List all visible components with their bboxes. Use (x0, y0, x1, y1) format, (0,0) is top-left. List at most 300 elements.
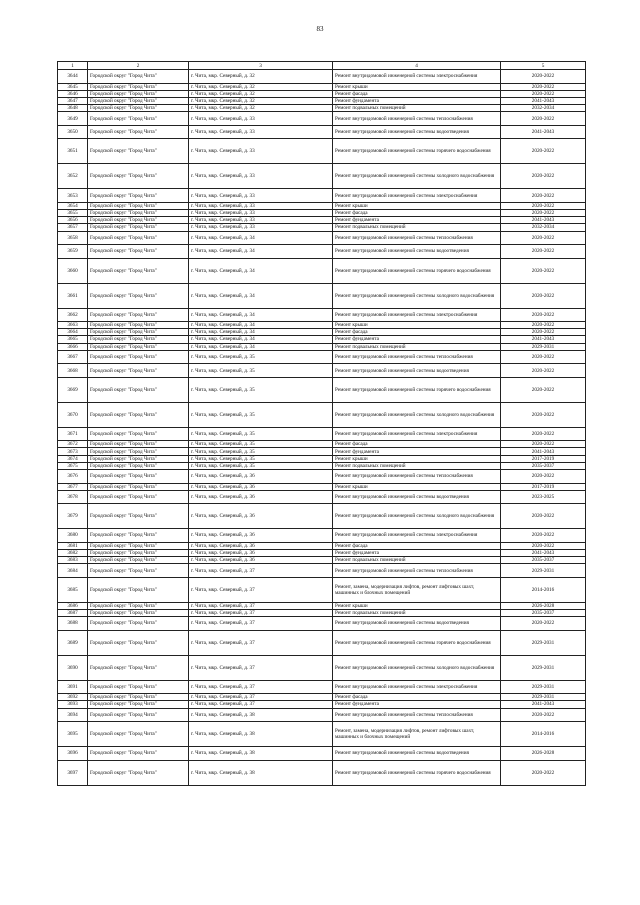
cell-address: г. Чита, мкр. Северный, д. 36 (189, 490, 333, 504)
cell-row-number: 3664 (58, 329, 88, 336)
cell-period: 2035-2037 (501, 609, 586, 616)
header-col-1: 1 (58, 62, 88, 70)
cell-period: 2026-2028 (501, 747, 586, 761)
cell-work-type: Ремонт фасада (333, 209, 501, 216)
cell-row-number: 3691 (58, 680, 88, 694)
cell-municipality: Городской округ "Город Чита" (88, 722, 189, 747)
header-col-5: 5 (501, 62, 586, 70)
cell-period: 2041-2043 (501, 448, 586, 455)
cell-period: 2029-2031 (501, 343, 586, 350)
table-row (58, 322, 586, 329)
cell-row-number: 3656 (58, 217, 88, 224)
cell-work-type: Ремонт фасада (333, 694, 501, 701)
cell-period: 2014-2016 (501, 722, 586, 747)
table-row (58, 630, 586, 655)
table-row (58, 224, 586, 231)
cell-period: 2041-2043 (501, 97, 586, 104)
table-row (58, 602, 586, 609)
cell-work-type: Ремонт внутридомовой инженерной системы теплоснабжения (333, 470, 501, 484)
cell-row-number: 3689 (58, 630, 88, 655)
cell-row-number: 3676 (58, 470, 88, 484)
table-row (58, 308, 586, 322)
cell-row-number: 3686 (58, 602, 88, 609)
cell-row-number: 3654 (58, 202, 88, 209)
table-row (58, 83, 586, 90)
cell-address: г. Чита, мкр. Северный, д. 35 (189, 350, 333, 364)
cell-municipality: Городской округ "Город Чита" (88, 760, 189, 785)
cell-work-type: Ремонт подвальных помещений (333, 557, 501, 564)
cell-municipality: Городской округ "Город Чита" (88, 283, 189, 308)
cell-row-number: 3645 (58, 83, 88, 90)
cell-row-number: 3671 (58, 427, 88, 441)
cell-row-number: 3665 (58, 336, 88, 343)
cell-municipality: Городской округ "Город Чита" (88, 189, 189, 203)
cell-municipality: Городской округ "Город Чита" (88, 139, 189, 164)
cell-period: 2023-2025 (501, 490, 586, 504)
table-header (58, 62, 586, 70)
table-row (58, 283, 586, 308)
table-row (58, 258, 586, 283)
table-row (58, 427, 586, 441)
cell-period: 2035-2037 (501, 462, 586, 469)
cell-municipality: Городской округ "Город Чита" (88, 549, 189, 556)
table-row (58, 139, 586, 164)
cell-address: г. Чита, мкр. Северный, д. 36 (189, 557, 333, 564)
cell-row-number: 3674 (58, 455, 88, 462)
cell-work-type: Ремонт фасада (333, 90, 501, 97)
cell-work-type: Ремонт фундамента (333, 701, 501, 708)
cell-row-number: 3687 (58, 609, 88, 616)
cell-municipality: Городской округ "Город Чита" (88, 224, 189, 231)
cell-row-number: 3696 (58, 747, 88, 761)
cell-work-type: Ремонт внутридомовой инженерной системы электроснабжения (333, 70, 501, 84)
cell-period: 2020-2022 (501, 231, 586, 245)
cell-work-type: Ремонт внутридомовой инженерной системы горячего водоснабжения (333, 377, 501, 402)
cell-address: г. Чита, мкр. Северный, д. 37 (189, 564, 333, 578)
cell-period: 2020-2022 (501, 708, 586, 722)
cell-row-number: 3660 (58, 258, 88, 283)
cell-row-number: 3655 (58, 209, 88, 216)
cell-work-type: Ремонт внутридомовой инженерной системы холодного водоснабжения (333, 283, 501, 308)
cell-work-type: Ремонт внутридомовой инженерной системы горячего водоснабжения (333, 760, 501, 785)
cell-work-type: Ремонт внутридомовой инженерной системы водоотведения (333, 125, 501, 139)
table-row (58, 125, 586, 139)
cell-address: г. Чита, мкр. Северный, д. 34 (189, 336, 333, 343)
table-row (58, 189, 586, 203)
cell-municipality: Городской округ "Город Чита" (88, 602, 189, 609)
cell-work-type: Ремонт внутридомовой инженерной системы теплоснабжения (333, 708, 501, 722)
table-row (58, 329, 586, 336)
cell-row-number: 3662 (58, 308, 88, 322)
table-row (58, 490, 586, 504)
cell-period: 2020-2022 (501, 112, 586, 126)
cell-row-number: 3666 (58, 343, 88, 350)
cell-address: г. Чита, мкр. Северный, д. 35 (189, 402, 333, 427)
cell-municipality: Городской округ "Город Чита" (88, 105, 189, 112)
cell-row-number: 3697 (58, 760, 88, 785)
cell-row-number: 3679 (58, 504, 88, 529)
table-row (58, 655, 586, 680)
table-row (58, 455, 586, 462)
cell-municipality: Городской округ "Город Чита" (88, 217, 189, 224)
cell-period: 2041-2043 (501, 217, 586, 224)
cell-municipality: Городской округ "Город Чита" (88, 202, 189, 209)
cell-address: г. Чита, мкр. Северный, д. 34 (189, 283, 333, 308)
cell-address: г. Чита, мкр. Северный, д. 36 (189, 483, 333, 490)
cell-row-number: 3652 (58, 164, 88, 189)
cell-address: г. Чита, мкр. Северный, д. 37 (189, 680, 333, 694)
table-row (58, 722, 586, 747)
cell-municipality: Городской округ "Город Чита" (88, 542, 189, 549)
cell-period: 2020-2022 (501, 470, 586, 484)
cell-municipality: Городской округ "Город Чита" (88, 125, 189, 139)
cell-address: г. Чита, мкр. Северный, д. 35 (189, 441, 333, 448)
cell-row-number: 3695 (58, 722, 88, 747)
cell-municipality: Городской округ "Город Чита" (88, 231, 189, 245)
table-row (58, 350, 586, 364)
cell-address: г. Чита, мкр. Северный, д. 36 (189, 470, 333, 484)
cell-row-number: 3694 (58, 708, 88, 722)
table-row (58, 217, 586, 224)
cell-work-type: Ремонт внутридомовой инженерной системы теплоснабжения (333, 231, 501, 245)
cell-municipality: Городской округ "Город Чита" (88, 245, 189, 259)
cell-municipality: Городской округ "Город Чита" (88, 483, 189, 490)
cell-row-number: 3683 (58, 557, 88, 564)
cell-address: г. Чита, мкр. Северный, д. 34 (189, 231, 333, 245)
cell-municipality: Городской округ "Город Чита" (88, 455, 189, 462)
cell-address: г. Чита, мкр. Северный, д. 37 (189, 655, 333, 680)
cell-municipality: Городской округ "Город Чита" (88, 70, 189, 84)
cell-period: 2020-2022 (501, 83, 586, 90)
cell-row-number: 3658 (58, 231, 88, 245)
cell-period: 2020-2022 (501, 402, 586, 427)
cell-municipality: Городской округ "Город Чита" (88, 630, 189, 655)
cell-period: 2041-2043 (501, 336, 586, 343)
cell-period: 2020-2022 (501, 364, 586, 378)
table-row (58, 402, 586, 427)
table-row (58, 105, 586, 112)
table-row (58, 336, 586, 343)
cell-row-number: 3650 (58, 125, 88, 139)
table-row (58, 441, 586, 448)
table-row (58, 760, 586, 785)
cell-municipality: Городской округ "Город Чита" (88, 529, 189, 543)
header-col-2: 2 (88, 62, 189, 70)
cell-work-type: Ремонт крыши (333, 83, 501, 90)
cell-period: 2029-2031 (501, 655, 586, 680)
cell-work-type: Ремонт внутридомовой инженерной системы холодного водоснабжения (333, 164, 501, 189)
cell-row-number: 3693 (58, 701, 88, 708)
cell-address: г. Чита, мкр. Северный, д. 36 (189, 549, 333, 556)
cell-period: 2020-2022 (501, 329, 586, 336)
cell-address: г. Чита, мкр. Северный, д. 33 (189, 112, 333, 126)
cell-municipality: Городской округ "Город Чита" (88, 83, 189, 90)
cell-municipality: Городской округ "Город Чита" (88, 470, 189, 484)
cell-row-number: 3690 (58, 655, 88, 680)
cell-row-number: 3659 (58, 245, 88, 259)
cell-municipality: Городской округ "Город Чита" (88, 209, 189, 216)
cell-municipality: Городской округ "Город Чита" (88, 377, 189, 402)
cell-row-number: 3681 (58, 542, 88, 549)
cell-municipality: Городской округ "Город Чита" (88, 343, 189, 350)
cell-address: г. Чита, мкр. Северный, д. 32 (189, 90, 333, 97)
page-number: 83 (316, 25, 324, 33)
cell-row-number: 3672 (58, 441, 88, 448)
cell-municipality: Городской округ "Город Чита" (88, 164, 189, 189)
cell-row-number: 3661 (58, 283, 88, 308)
cell-municipality: Городской округ "Город Чита" (88, 577, 189, 602)
cell-row-number: 3692 (58, 694, 88, 701)
cell-row-number: 3685 (58, 577, 88, 602)
cell-work-type: Ремонт подвальных помещений (333, 462, 501, 469)
table-row (58, 202, 586, 209)
cell-period: 2020-2022 (501, 504, 586, 529)
cell-work-type: Ремонт внутридомовой инженерной системы электроснабжения (333, 308, 501, 322)
cell-work-type: Ремонт внутридомовой инженерной системы электроснабжения (333, 529, 501, 543)
cell-work-type: Ремонт внутридомовой инженерной системы водоотведения (333, 617, 501, 631)
cell-municipality: Городской округ "Город Чита" (88, 557, 189, 564)
table-row (58, 542, 586, 549)
table-row (58, 617, 586, 631)
cell-period: 2020-2022 (501, 90, 586, 97)
cell-row-number: 3688 (58, 617, 88, 631)
cell-period: 2020-2022 (501, 70, 586, 84)
cell-address: г. Чита, мкр. Северный, д. 37 (189, 602, 333, 609)
cell-work-type: Ремонт, замена, модернизация лифтов, ремонт лифтовых шахт, машинных и блочных помещений (333, 722, 501, 747)
cell-work-type: Ремонт внутридомовой инженерной системы водоотведения (333, 245, 501, 259)
cell-period: 2029-2031 (501, 680, 586, 694)
cell-period: 2020-2022 (501, 322, 586, 329)
cell-address: г. Чита, мкр. Северный, д. 37 (189, 630, 333, 655)
cell-period: 2020-2022 (501, 441, 586, 448)
cell-work-type: Ремонт внутридомовой инженерной системы теплоснабжения (333, 112, 501, 126)
cell-address: г. Чита, мкр. Северный, д. 37 (189, 701, 333, 708)
cell-work-type: Ремонт внутридомовой инженерной системы горячего водоснабжения (333, 630, 501, 655)
cell-address: г. Чита, мкр. Северный, д. 34 (189, 329, 333, 336)
cell-row-number: 3646 (58, 90, 88, 97)
cell-address: г. Чита, мкр. Северный, д. 34 (189, 343, 333, 350)
cell-period: 2020-2022 (501, 308, 586, 322)
table-row (58, 680, 586, 694)
table-row (58, 557, 586, 564)
cell-work-type: Ремонт фундамента (333, 97, 501, 104)
cell-municipality: Городской округ "Город Чита" (88, 402, 189, 427)
cell-address: г. Чита, мкр. Северный, д. 33 (189, 164, 333, 189)
cell-address: г. Чита, мкр. Северный, д. 38 (189, 760, 333, 785)
cell-address: г. Чита, мкр. Северный, д. 33 (189, 125, 333, 139)
cell-address: г. Чита, мкр. Северный, д. 35 (189, 462, 333, 469)
table-row (58, 747, 586, 761)
cell-period: 2029-2031 (501, 564, 586, 578)
cell-row-number: 3684 (58, 564, 88, 578)
cell-period: 2035-2037 (501, 557, 586, 564)
cell-period: 2020-2022 (501, 258, 586, 283)
cell-municipality: Городской округ "Город Чита" (88, 462, 189, 469)
cell-address: г. Чита, мкр. Северный, д. 36 (189, 542, 333, 549)
table-row (58, 377, 586, 402)
table-row (58, 448, 586, 455)
cell-period: 2020-2022 (501, 377, 586, 402)
cell-address: г. Чита, мкр. Северный, д. 33 (189, 202, 333, 209)
cell-work-type: Ремонт, замена, модернизация лифтов, ремонт лифтовых шахт, машинных и блочных помещений (333, 577, 501, 602)
cell-address: г. Чита, мкр. Северный, д. 34 (189, 245, 333, 259)
cell-municipality: Городской округ "Город Чита" (88, 329, 189, 336)
cell-address: г. Чита, мкр. Северный, д. 34 (189, 258, 333, 283)
cell-period: 2020-2022 (501, 209, 586, 216)
cell-municipality: Городской округ "Город Чита" (88, 609, 189, 616)
cell-period: 2017-2019 (501, 483, 586, 490)
cell-address: г. Чита, мкр. Северный, д. 32 (189, 70, 333, 84)
cell-work-type: Ремонт фасада (333, 329, 501, 336)
cell-work-type: Ремонт фасада (333, 542, 501, 549)
cell-municipality: Городской округ "Город Чита" (88, 97, 189, 104)
table-row (58, 90, 586, 97)
cell-work-type: Ремонт внутридомовой инженерной системы теплоснабжения (333, 350, 501, 364)
header-col-4: 4 (333, 62, 501, 70)
table-row (58, 701, 586, 708)
cell-municipality: Городской округ "Город Чита" (88, 564, 189, 578)
cell-address: г. Чита, мкр. Северный, д. 32 (189, 97, 333, 104)
cell-address: г. Чита, мкр. Северный, д. 33 (189, 224, 333, 231)
cell-municipality: Городской округ "Город Чита" (88, 336, 189, 343)
cell-period: 2041-2043 (501, 549, 586, 556)
cell-address: г. Чита, мкр. Северный, д. 33 (189, 189, 333, 203)
cell-address: г. Чита, мкр. Северный, д. 37 (189, 694, 333, 701)
cell-row-number: 3680 (58, 529, 88, 543)
cell-municipality: Городской округ "Город Чита" (88, 112, 189, 126)
cell-work-type: Ремонт крыши (333, 483, 501, 490)
cell-row-number: 3682 (58, 549, 88, 556)
cell-period: 2032-2034 (501, 105, 586, 112)
cell-address: г. Чита, мкр. Северный, д. 36 (189, 529, 333, 543)
cell-address: г. Чита, мкр. Северный, д. 33 (189, 209, 333, 216)
cell-address: г. Чита, мкр. Северный, д. 38 (189, 708, 333, 722)
cell-work-type: Ремонт внутридомовой инженерной системы теплоснабжения (333, 564, 501, 578)
table-row (58, 231, 586, 245)
cell-period: 2020-2022 (501, 189, 586, 203)
cell-address: г. Чита, мкр. Северный, д. 32 (189, 83, 333, 90)
cell-municipality: Городской округ "Город Чита" (88, 350, 189, 364)
cell-row-number: 3647 (58, 97, 88, 104)
cell-work-type: Ремонт подвальных помещений (333, 343, 501, 350)
table-row (58, 564, 586, 578)
repair-schedule-table (57, 61, 586, 786)
cell-row-number: 3678 (58, 490, 88, 504)
cell-period: 2020-2022 (501, 245, 586, 259)
cell-address: г. Чита, мкр. Северный, д. 35 (189, 455, 333, 462)
table-row (58, 504, 586, 529)
cell-work-type: Ремонт внутридомовой инженерной системы холодного водоснабжения (333, 655, 501, 680)
cell-work-type: Ремонт фундамента (333, 336, 501, 343)
cell-work-type: Ремонт внутридомовой инженерной системы водоотведения (333, 364, 501, 378)
table-row (58, 694, 586, 701)
cell-work-type: Ремонт внутридомовой инженерной системы холодного водоснабжения (333, 402, 501, 427)
cell-period: 2020-2022 (501, 139, 586, 164)
table-row (58, 483, 586, 490)
cell-period: 2041-2043 (501, 701, 586, 708)
cell-address: г. Чита, мкр. Северный, д. 35 (189, 427, 333, 441)
cell-row-number: 3667 (58, 350, 88, 364)
table-row (58, 708, 586, 722)
table-row (58, 364, 586, 378)
cell-row-number: 3673 (58, 448, 88, 455)
cell-work-type: Ремонт подвальных помещений (333, 609, 501, 616)
cell-work-type: Ремонт подвальных помещений (333, 224, 501, 231)
cell-work-type: Ремонт крыши (333, 602, 501, 609)
cell-period: 2020-2022 (501, 202, 586, 209)
cell-row-number: 3649 (58, 112, 88, 126)
table-row (58, 164, 586, 189)
cell-municipality: Городской округ "Город Чита" (88, 504, 189, 529)
cell-address: г. Чита, мкр. Северный, д. 38 (189, 747, 333, 761)
cell-municipality: Городской округ "Город Чита" (88, 490, 189, 504)
cell-period: 2029-2031 (501, 694, 586, 701)
cell-municipality: Городской округ "Город Чита" (88, 90, 189, 97)
cell-address: г. Чита, мкр. Северный, д. 37 (189, 577, 333, 602)
cell-period: 2020-2022 (501, 529, 586, 543)
table-row (58, 529, 586, 543)
cell-work-type: Ремонт фундамента (333, 448, 501, 455)
cell-work-type: Ремонт фундамента (333, 549, 501, 556)
cell-address: г. Чита, мкр. Северный, д. 35 (189, 364, 333, 378)
cell-municipality: Городской округ "Город Чита" (88, 655, 189, 680)
cell-municipality: Городской округ "Город Чита" (88, 258, 189, 283)
cell-period: 2026-2028 (501, 602, 586, 609)
cell-period: 2041-2043 (501, 125, 586, 139)
cell-address: г. Чита, мкр. Северный, д. 38 (189, 722, 333, 747)
cell-work-type: Ремонт внутридомовой инженерной системы холодного водоснабжения (333, 504, 501, 529)
table-row (58, 462, 586, 469)
cell-period: 2032-2034 (501, 224, 586, 231)
cell-municipality: Городской округ "Город Чита" (88, 617, 189, 631)
cell-municipality: Городской округ "Город Чита" (88, 448, 189, 455)
table-row (58, 112, 586, 126)
table-row (58, 343, 586, 350)
cell-row-number: 3675 (58, 462, 88, 469)
cell-work-type: Ремонт внутридомовой инженерной системы горячего водоснабжения (333, 139, 501, 164)
cell-work-type: Ремонт внутридомовой инженерной системы водоотведения (333, 490, 501, 504)
table-body (58, 70, 586, 786)
cell-municipality: Городской округ "Город Чита" (88, 322, 189, 329)
cell-work-type: Ремонт внутридомовой инженерной системы водоотведения (333, 747, 501, 761)
cell-municipality: Городской округ "Город Чита" (88, 680, 189, 694)
cell-address: г. Чита, мкр. Северный, д. 34 (189, 322, 333, 329)
table-row (58, 209, 586, 216)
cell-address: г. Чита, мкр. Северный, д. 34 (189, 308, 333, 322)
cell-period: 2020-2022 (501, 760, 586, 785)
cell-row-number: 3668 (58, 364, 88, 378)
cell-address: г. Чита, мкр. Северный, д. 36 (189, 504, 333, 529)
cell-row-number: 3657 (58, 224, 88, 231)
cell-work-type: Ремонт внутридомовой инженерной системы электроснабжения (333, 680, 501, 694)
cell-work-type: Ремонт крыши (333, 322, 501, 329)
cell-work-type: Ремонт подвальных помещений (333, 105, 501, 112)
cell-address: г. Чита, мкр. Северный, д. 33 (189, 217, 333, 224)
table-row (58, 97, 586, 104)
cell-work-type: Ремонт внутридомовой инженерной системы горячего водоснабжения (333, 258, 501, 283)
cell-row-number: 3669 (58, 377, 88, 402)
cell-period: 2020-2022 (501, 542, 586, 549)
cell-address: г. Чита, мкр. Северный, д. 35 (189, 377, 333, 402)
cell-period: 2029-2031 (501, 630, 586, 655)
cell-municipality: Городской округ "Город Чита" (88, 441, 189, 448)
cell-address: г. Чита, мкр. Северный, д. 35 (189, 448, 333, 455)
header-col-3: 3 (189, 62, 333, 70)
table-row (58, 609, 586, 616)
cell-period: 2020-2022 (501, 164, 586, 189)
table-row (58, 70, 586, 84)
cell-municipality: Городской округ "Город Чита" (88, 364, 189, 378)
